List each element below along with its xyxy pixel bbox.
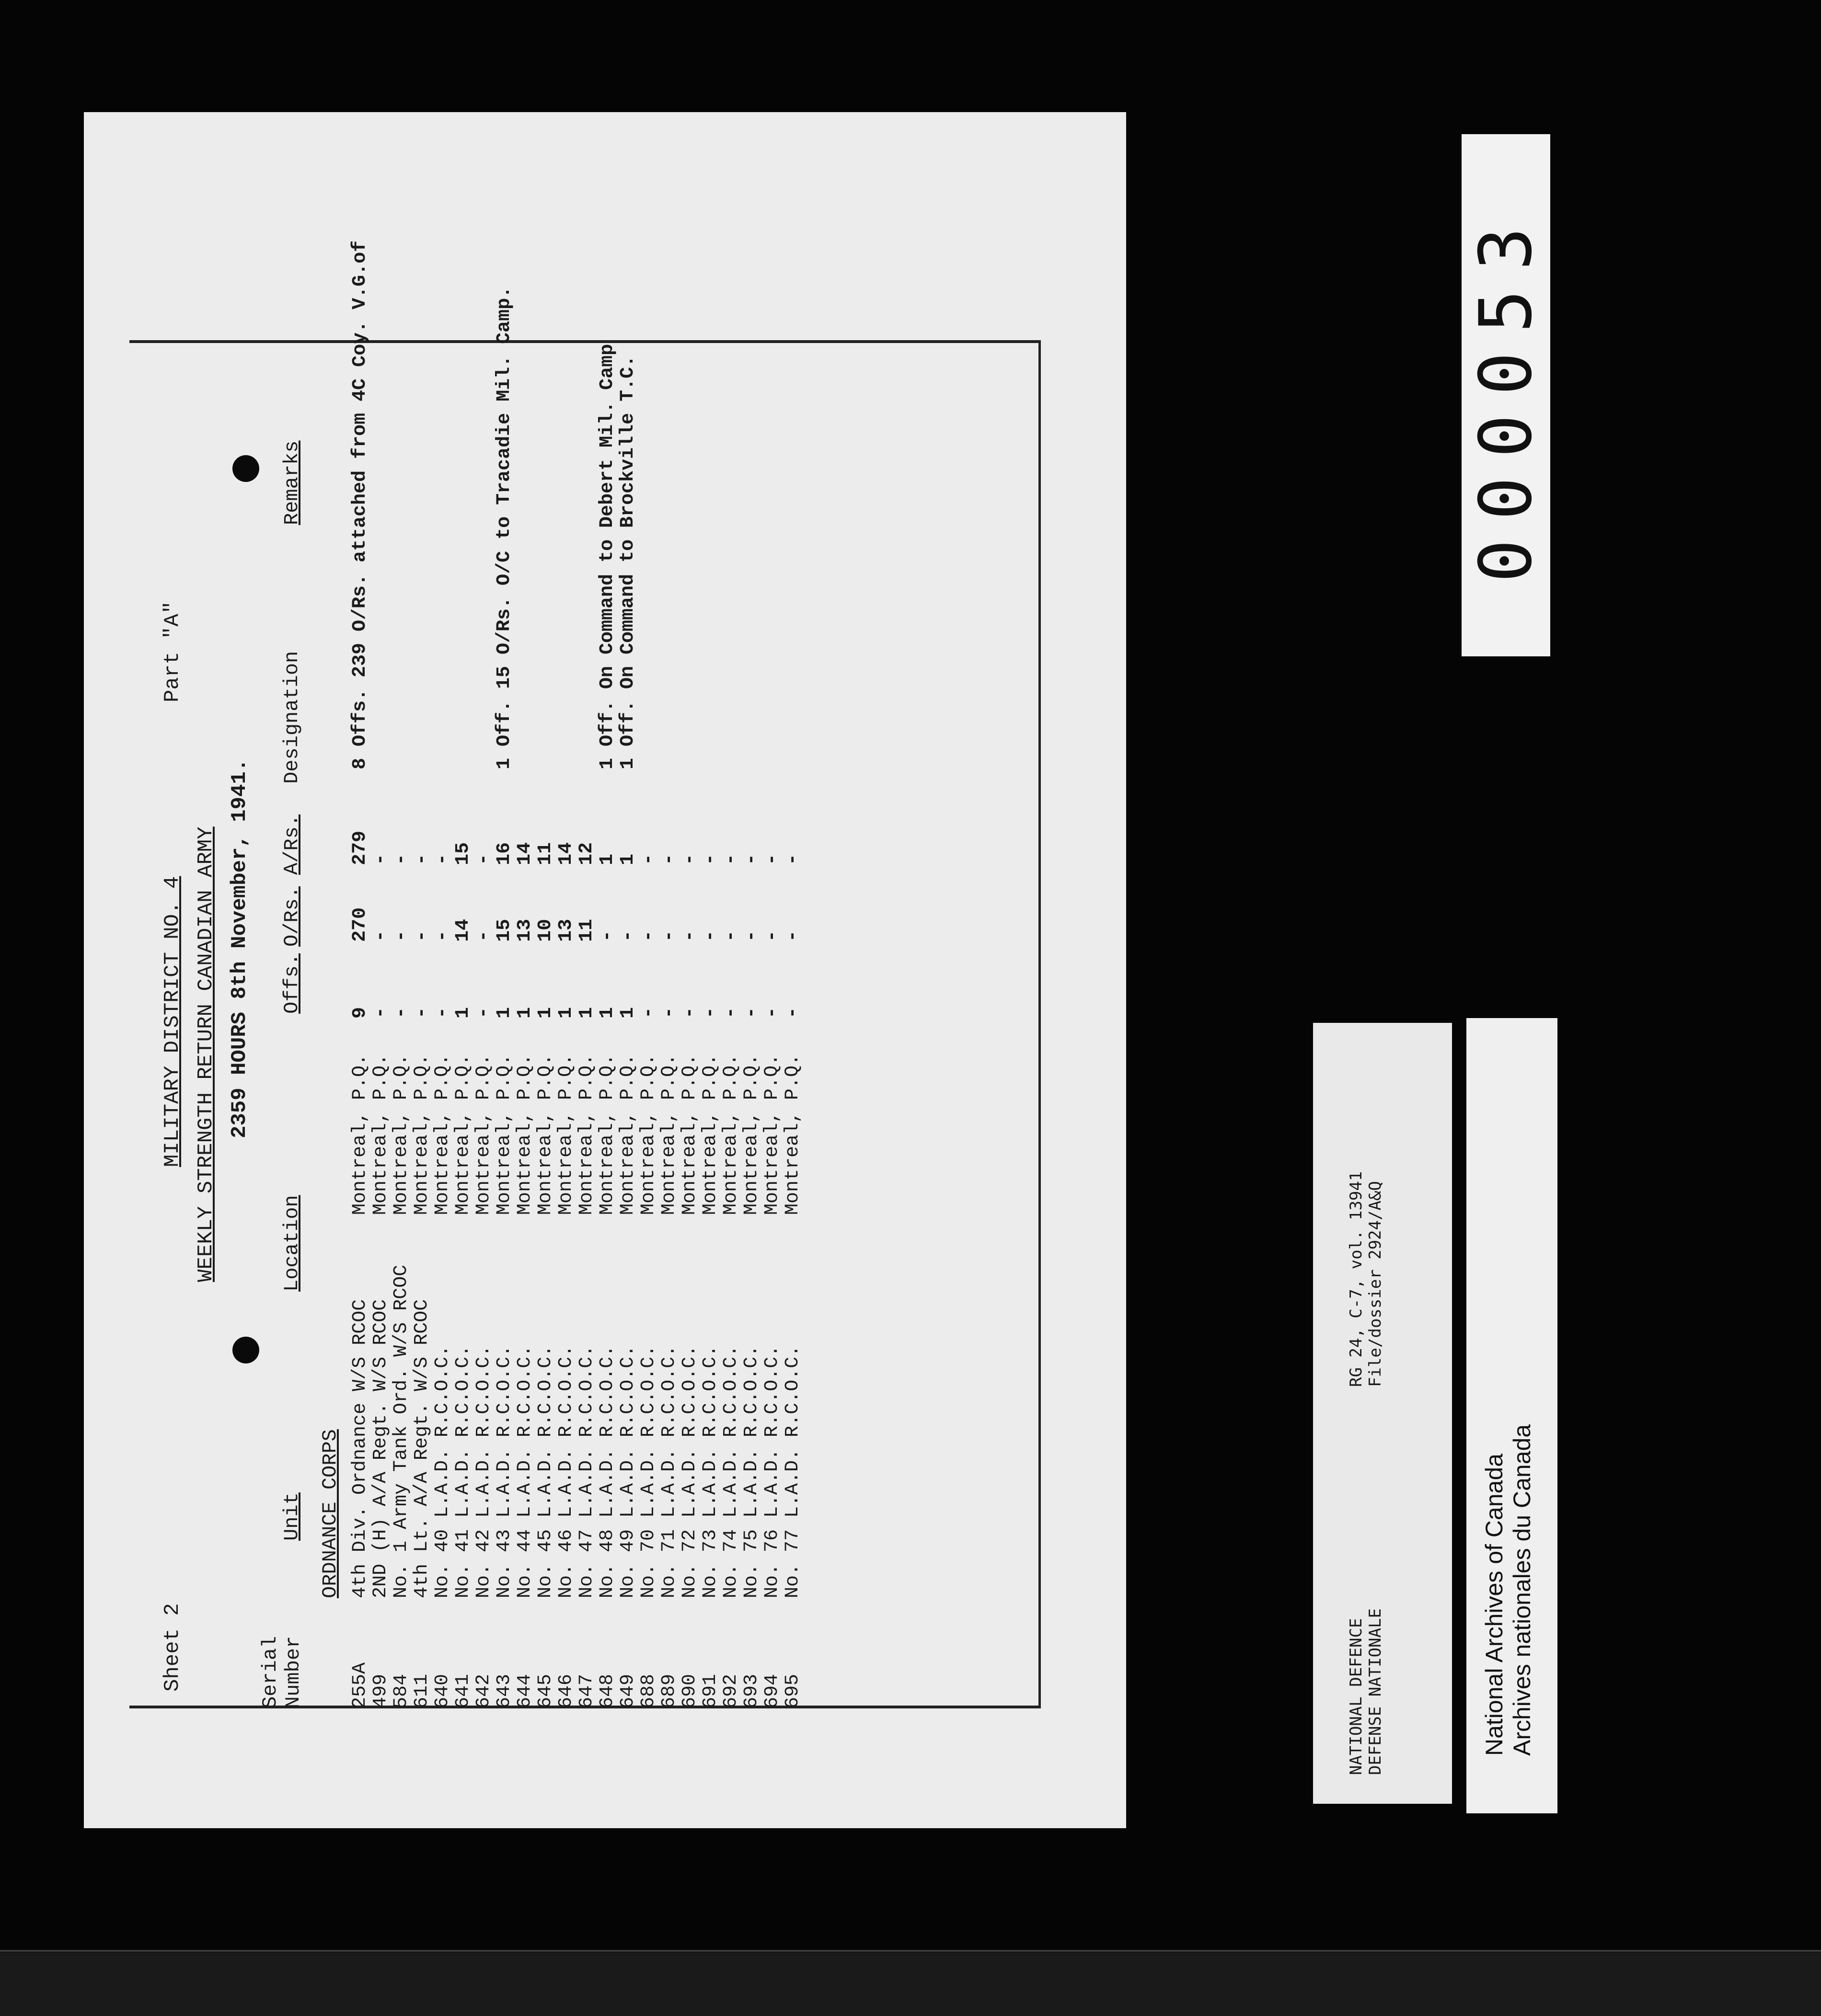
- table-row: [473, 271, 494, 1708]
- cell-unit: No. 41 L.A.D. R.C.O.C.: [452, 1345, 474, 1598]
- archives-name-en: National Archives of Canada: [1481, 1454, 1508, 1756]
- cell-unit: No. 71 L.A.D. R.C.O.C.: [658, 1345, 680, 1598]
- cell-ars: -: [411, 853, 433, 865]
- frame-number: 000053: [1464, 208, 1548, 583]
- cell-ars: -: [720, 853, 742, 865]
- cell-ors: 10: [535, 918, 556, 942]
- cell-offs: -: [658, 1007, 680, 1019]
- cell-ars: -: [741, 853, 762, 865]
- cell-offs: 1: [452, 1007, 474, 1019]
- reference-volume: RG 24, C-7, vol. 13941: [1347, 1171, 1366, 1387]
- document-sheet: [84, 112, 1126, 1828]
- cell-serial: 691: [700, 1673, 721, 1708]
- col-remarks: Remarks: [280, 440, 303, 525]
- cell-offs: 9: [349, 1007, 371, 1019]
- col-ors: O/Rs.: [280, 886, 303, 947]
- cell-serial: 648: [597, 1673, 618, 1708]
- reference-slip: [1313, 1023, 1452, 1804]
- cell-unit: No. 45 L.A.D. R.C.O.C.: [535, 1345, 556, 1598]
- defence-label-fr: DEFENSE NATIONALE: [1366, 1608, 1385, 1775]
- cell-ors: 13: [514, 918, 536, 942]
- document-sheet-content: [84, 112, 1126, 1828]
- cell-location: Montreal, P.Q.: [782, 1054, 804, 1215]
- cell-ars: -: [638, 853, 659, 865]
- cell-ars: 11: [535, 842, 556, 865]
- sheet-label: Sheet 2: [161, 1603, 184, 1692]
- cell-location: Montreal, P.Q.: [679, 1054, 701, 1215]
- cell-offs: -: [638, 1007, 659, 1019]
- col-location: Location: [280, 1195, 303, 1292]
- frame-number-label: [1462, 134, 1550, 656]
- cell-ars: 16: [494, 842, 515, 865]
- cell-location: Montreal, P.Q.: [638, 1054, 659, 1215]
- cell-serial: 689: [658, 1673, 680, 1708]
- cell-unit: 4th Lt. A/A Regt. W/S RCOC: [411, 1299, 433, 1598]
- cell-unit: No. 43 L.A.D. R.C.O.C.: [494, 1345, 515, 1598]
- cell-ars: 12: [576, 842, 598, 865]
- table-row: [618, 271, 638, 1708]
- cell-offs: 1: [555, 1007, 577, 1019]
- cell-location: Montreal, P.Q.: [349, 1054, 371, 1215]
- table-row: [349, 240, 371, 1708]
- cell-ars: -: [473, 853, 495, 865]
- reference-slip-content: [1313, 1023, 1452, 1804]
- cell-serial: 642: [473, 1673, 495, 1708]
- cell-ars: 14: [555, 842, 577, 865]
- table-row: [515, 271, 535, 1708]
- cell-location: Montreal, P.Q.: [555, 1054, 577, 1215]
- table-row: [453, 271, 473, 1708]
- cell-ors: 13: [555, 918, 577, 942]
- cell-offs: 1: [535, 1007, 556, 1019]
- cell-location: Montreal, P.Q.: [411, 1054, 433, 1215]
- cell-offs: 1: [617, 1007, 639, 1019]
- scan-bottom-strip: [0, 1952, 1821, 2016]
- col-serial: Serial Number: [259, 1636, 305, 1708]
- cell-location: Montreal, P.Q.: [370, 1054, 392, 1215]
- cell-unit: No. 75 L.A.D. R.C.O.C.: [741, 1345, 762, 1598]
- cell-ors: 11: [576, 918, 598, 942]
- archives-slip-content: [1466, 1018, 1557, 1813]
- cell-unit: No. 77 L.A.D. R.C.O.C.: [782, 1345, 804, 1598]
- cell-offs: 1: [514, 1007, 536, 1019]
- cell-location: Montreal, P.Q.: [720, 1054, 742, 1215]
- table-row: [700, 271, 721, 1708]
- cell-ars: -: [658, 853, 680, 865]
- scan-bottom-line: [0, 1950, 1821, 1952]
- punch-hole-left: [232, 1337, 259, 1363]
- cell-ors: -: [432, 930, 453, 942]
- cell-offs: -: [700, 1007, 721, 1019]
- cell-offs: -: [411, 1007, 433, 1019]
- cell-serial: 647: [576, 1673, 598, 1708]
- cell-ors: -: [391, 930, 412, 942]
- cell-ars: 15: [452, 842, 474, 865]
- cell-ors: -: [658, 930, 680, 942]
- cell-ors: -: [761, 930, 783, 942]
- cell-ors: -: [700, 930, 721, 942]
- archives-slip: [1466, 1018, 1557, 1813]
- col-ars: A/Rs.: [280, 814, 303, 875]
- cell-location: Montreal, P.Q.: [473, 1054, 495, 1215]
- cell-location: Montreal, P.Q.: [658, 1054, 680, 1215]
- cell-serial: 688: [638, 1673, 659, 1708]
- cell-ors: -: [411, 930, 433, 942]
- cell-offs: 1: [576, 1007, 598, 1019]
- cell-ars: 279: [349, 830, 371, 865]
- cell-offs: 1: [597, 1007, 618, 1019]
- cell-unit: No. 44 L.A.D. R.C.O.C.: [514, 1345, 536, 1598]
- cell-ars: -: [391, 853, 412, 865]
- cell-serial: 649: [617, 1673, 639, 1708]
- cell-location: Montreal, P.Q.: [761, 1054, 783, 1215]
- cell-location: Montreal, P.Q.: [597, 1054, 618, 1215]
- cell-location: Montreal, P.Q.: [576, 1054, 598, 1215]
- cell-offs: -: [761, 1007, 783, 1019]
- cell-location: Montreal, P.Q.: [514, 1054, 536, 1215]
- reference-file: File/dossier 2924/A&Q: [1366, 1181, 1385, 1387]
- cell-offs: 1: [494, 1007, 515, 1019]
- date-line: 2359 HOURS 8th November, 1941.: [228, 758, 252, 1138]
- cell-offs: -: [720, 1007, 742, 1019]
- cell-ors: 270: [349, 907, 371, 942]
- table-row: [783, 271, 803, 1708]
- table-row: [680, 271, 700, 1708]
- cell-serial: 640: [432, 1673, 453, 1708]
- cell-unit: No. 74 L.A.D. R.C.O.C.: [720, 1345, 742, 1598]
- archives-name-fr: Archives nationales du Canada: [1509, 1424, 1535, 1756]
- district-title: MILITARY DISTRICT NO. 4: [161, 876, 184, 1167]
- cell-offs: -: [473, 1007, 495, 1019]
- cell-unit: No. 40 L.A.D. R.C.O.C.: [432, 1345, 453, 1598]
- cell-ors: -: [617, 930, 639, 942]
- table-row: [535, 271, 556, 1708]
- section-heading: ORDNANCE CORPS: [319, 1429, 342, 1598]
- table-row: [721, 271, 741, 1708]
- table-row: [638, 271, 659, 1708]
- cell-serial: 644: [514, 1673, 536, 1708]
- table-row: [762, 271, 783, 1708]
- table-row: [370, 271, 391, 1708]
- cell-serial: 643: [494, 1673, 515, 1708]
- cell-unit: No. 48 L.A.D. R.C.O.C.: [597, 1345, 618, 1598]
- table-row: [412, 271, 432, 1708]
- cell-ars: -: [679, 853, 701, 865]
- table-row: [494, 271, 515, 1708]
- cell-location: Montreal, P.Q.: [617, 1054, 639, 1215]
- cell-offs: -: [679, 1007, 701, 1019]
- cell-unit: No. 42 L.A.D. R.C.O.C.: [473, 1345, 495, 1598]
- cell-location: Montreal, P.Q.: [494, 1054, 515, 1215]
- part-label: Part "A": [161, 601, 184, 702]
- defence-label-en: NATIONAL DEFENCE: [1347, 1618, 1366, 1775]
- cell-unit: 2ND (H) A/A Regt. W/S RCOC: [370, 1299, 392, 1598]
- cell-location: Montreal, P.Q.: [741, 1054, 762, 1215]
- cell-unit: No. 47 L.A.D. R.C.O.C.: [576, 1345, 598, 1598]
- cell-unit: No. 70 L.A.D. R.C.O.C.: [638, 1345, 659, 1598]
- col-offs: Offs.: [280, 953, 303, 1014]
- table-row: [741, 271, 762, 1708]
- strength-table: [349, 240, 804, 1708]
- cell-ars: -: [700, 853, 721, 865]
- cell-location: Montreal, P.Q.: [535, 1054, 556, 1215]
- cell-ors: -: [638, 930, 659, 942]
- return-title: WEEKLY STRENGTH RETURN CANADIAN ARMY: [194, 826, 218, 1282]
- cell-ars: -: [370, 853, 392, 865]
- cell-offs: -: [370, 1007, 392, 1019]
- cell-serial: 255A: [349, 1662, 371, 1708]
- col-designation: Designation: [280, 651, 303, 784]
- cell-ars: 1: [597, 853, 618, 865]
- cell-location: Montreal, P.Q.: [432, 1054, 453, 1215]
- cell-ors: -: [741, 930, 762, 942]
- frame-line-bottom: [1038, 340, 1041, 1708]
- table-row: [659, 271, 680, 1708]
- cell-ars: 1: [617, 853, 639, 865]
- cell-serial: 690: [679, 1673, 701, 1708]
- cell-ars: -: [782, 853, 804, 865]
- cell-ars: 14: [514, 842, 536, 865]
- cell-ars: -: [432, 853, 453, 865]
- table-row: [556, 271, 576, 1708]
- cell-serial: 694: [761, 1673, 783, 1708]
- cell-ors: 15: [494, 918, 515, 942]
- cell-designation: 1 Off. On Command to Brockville T.C.: [617, 355, 639, 769]
- cell-location: Montreal, P.Q.: [700, 1054, 721, 1215]
- cell-ors: 14: [452, 918, 474, 942]
- cell-ors: -: [370, 930, 392, 942]
- cell-location: Montreal, P.Q.: [391, 1054, 412, 1215]
- cell-serial: 611: [411, 1673, 433, 1708]
- cell-serial: 695: [782, 1673, 804, 1708]
- cell-unit: 4th Div. Ordnance W/S RCOC: [349, 1299, 371, 1598]
- cell-ors: -: [473, 930, 495, 942]
- cell-designation: 1 Off. On Command to Debert Mil. Camp: [597, 344, 618, 769]
- cell-ors: -: [782, 930, 804, 942]
- cell-serial: 693: [741, 1673, 762, 1708]
- cell-offs: -: [741, 1007, 762, 1019]
- cell-ors: -: [720, 930, 742, 942]
- table-row: [576, 271, 597, 1708]
- cell-offs: -: [432, 1007, 453, 1019]
- cell-ors: -: [597, 930, 618, 942]
- col-unit: Unit: [280, 1492, 303, 1541]
- table-row: [432, 271, 453, 1708]
- cell-unit: No. 76 L.A.D. R.C.O.C.: [761, 1345, 783, 1598]
- cell-serial: 692: [720, 1673, 742, 1708]
- cell-designation: 1 Off. 15 O/Rs. O/C to Tracadie Mil. Camp.: [494, 286, 515, 769]
- cell-ars: -: [761, 853, 783, 865]
- table-row: [391, 271, 412, 1708]
- cell-serial: 646: [555, 1673, 577, 1708]
- cell-unit: No. 46 L.A.D. R.C.O.C.: [555, 1345, 577, 1598]
- cell-designation: 8 Offs. 239 O/Rs. attached from 4C Coy. V.G.of: [349, 240, 371, 769]
- table-row: [597, 271, 618, 1708]
- cell-serial: 584: [391, 1673, 412, 1708]
- cell-serial: 645: [535, 1673, 556, 1708]
- cell-unit: No. 1 Army Tank Ord. W/S RCOC: [391, 1264, 412, 1598]
- cell-unit: No. 73 L.A.D. R.C.O.C.: [700, 1345, 721, 1598]
- cell-unit: No. 49 L.A.D. R.C.O.C.: [617, 1345, 639, 1598]
- cell-offs: -: [391, 1007, 412, 1019]
- cell-location: Montreal, P.Q.: [452, 1054, 474, 1215]
- cell-serial: 641: [452, 1673, 474, 1708]
- cell-offs: -: [782, 1007, 804, 1019]
- cell-ors: -: [679, 930, 701, 942]
- cell-serial: 499: [370, 1673, 392, 1708]
- punch-hole-right: [232, 455, 259, 482]
- cell-unit: No. 72 L.A.D. R.C.O.C.: [679, 1345, 701, 1598]
